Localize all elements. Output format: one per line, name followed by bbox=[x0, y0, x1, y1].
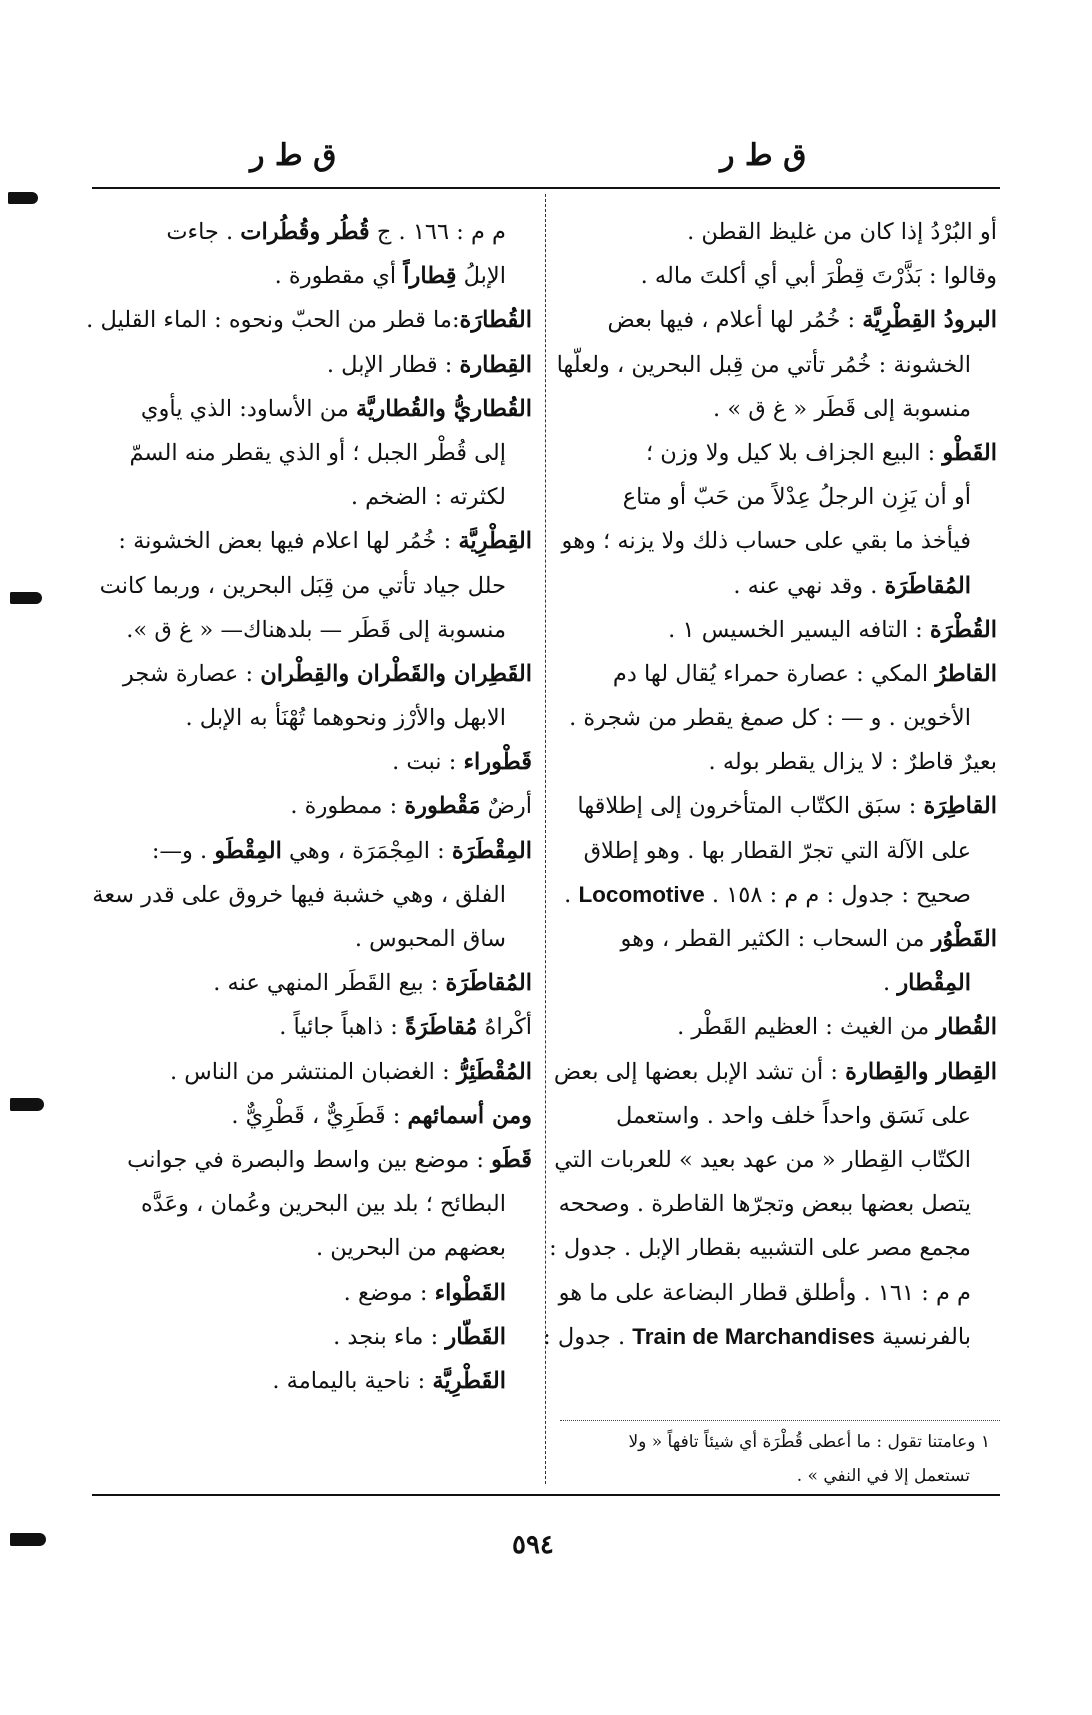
definition-text: : التافه اليسير الخسيس ١ . bbox=[668, 616, 930, 643]
headword: المُقاطَرَة bbox=[445, 970, 532, 997]
definition-text: لكثرته : الضخم . bbox=[350, 484, 506, 511]
headword: القاطِرَة bbox=[923, 793, 997, 820]
definition-text: :ما قطر من الحبّ ونحوه : الماء القليل . bbox=[86, 307, 460, 334]
definition-text: مجمع مصر على التشبيه بقطار الإبل . جدول : bbox=[549, 1235, 971, 1262]
definition-text: البطائح ؛ بلد بين البحرين وعُمان ، وعَدَّه bbox=[141, 1191, 506, 1218]
entry-line bbox=[92, 873, 532, 917]
definition-text: صحيح : جدول : م م : ١٥٨ . bbox=[704, 881, 971, 908]
running-header-right: ق ط ر bbox=[720, 138, 807, 173]
entry-line bbox=[565, 829, 997, 873]
definition-text: أو أن يَزِن الرجلُ عِدْلاً من حَبّ أو متاع bbox=[622, 484, 971, 511]
entry-line bbox=[565, 652, 997, 696]
entry-line bbox=[565, 564, 997, 608]
entry-line bbox=[92, 784, 532, 828]
definition-text: من الغيث : العظيم القَطْر . bbox=[677, 1014, 937, 1041]
entry-line bbox=[92, 210, 532, 254]
entry-line bbox=[565, 961, 997, 1005]
definition-text: الأخوين . و — : كل صمغ يقطر من شجرة . bbox=[569, 705, 971, 732]
entry-line bbox=[92, 475, 532, 519]
definition-text: على الآلة التي تجرّ القطار بها . وهو إطلاق bbox=[583, 837, 971, 864]
entry-line bbox=[549, 1226, 997, 1270]
inline-headword: مَقْطورة bbox=[404, 793, 481, 820]
inline-headword: المِقْطَو bbox=[214, 837, 282, 864]
entry-line bbox=[565, 1094, 997, 1138]
definition-text: : البيع الجزاف بلا كيل ولا وزن ؛ bbox=[646, 439, 943, 466]
entry-line bbox=[92, 1182, 532, 1226]
headword: القُطاريُّ والقُطاريَّة bbox=[356, 395, 532, 422]
entry-line bbox=[565, 254, 997, 298]
definition-text: : بيع القَطَر المنهي عنه . bbox=[213, 970, 446, 997]
definition-text: بعضهم من البحرين . bbox=[316, 1235, 506, 1262]
definition-text: الخشونة : خُمُر تأتي من قِبل البحرين ، ولعلّها bbox=[556, 351, 971, 378]
entry-line bbox=[92, 1094, 532, 1138]
definition-text: بعيرٌ قاطرٌ : لا يزال يقطر بوله . bbox=[708, 749, 997, 776]
definition-text: : ذاهباً جائياً . bbox=[279, 1014, 406, 1041]
entry-line bbox=[92, 829, 532, 873]
margin-ink-mark bbox=[10, 592, 42, 604]
definition-text: : خُمُر لها اعلام فيها بعض الخشونة : bbox=[118, 528, 459, 555]
entry-line bbox=[565, 608, 997, 652]
definition-text: أو البُرْدُ إذا كان من غليظ القطن . bbox=[687, 219, 997, 245]
entry-line bbox=[92, 1359, 532, 1403]
entry-line bbox=[565, 298, 997, 342]
definition-text: . جدول : bbox=[543, 1323, 633, 1350]
definition-text: : عصارة شجر bbox=[122, 660, 261, 687]
definition-text: : أن تشد الإبل بعضها إلى بعض bbox=[553, 1058, 846, 1085]
definition-text: أكْراهُ bbox=[477, 1014, 532, 1041]
entry-line bbox=[565, 740, 997, 784]
headword: قَطْوراء bbox=[463, 749, 532, 776]
entry-line bbox=[92, 431, 532, 475]
entry-line bbox=[565, 210, 997, 254]
definition-text: : ناحية باليمامة . bbox=[272, 1367, 433, 1394]
definition-text: : قَطَرِيٌّ ، قَطْرِيٌّ . bbox=[231, 1102, 408, 1129]
left-column bbox=[86, 210, 532, 1403]
headword: قَطَو bbox=[491, 1146, 532, 1173]
bottom-rule bbox=[92, 1494, 1000, 1496]
entry-line bbox=[86, 298, 532, 342]
entry-line bbox=[92, 652, 532, 696]
definition-text: . bbox=[564, 881, 579, 908]
entry-line bbox=[92, 608, 532, 652]
headword: القَطْوُر bbox=[931, 926, 997, 952]
definition-text: منسوبة إلى قَطَر — بلدهناك— « غ ق ». bbox=[126, 616, 506, 643]
entry-line bbox=[92, 387, 532, 431]
entry-line bbox=[92, 1005, 532, 1049]
entry-line bbox=[92, 343, 532, 387]
page-number: ٥٩٤ bbox=[512, 1530, 554, 1560]
definition-text: من السحاب : الكثير القطر ، وهو bbox=[620, 926, 932, 952]
definition-text: م م : ١٦١ . وأطلق قطار البضاعة على ما هو bbox=[558, 1279, 971, 1306]
margin-ink-mark bbox=[10, 1533, 46, 1546]
definition-text: . و—: bbox=[151, 837, 215, 864]
entry-line bbox=[92, 917, 532, 961]
headword: المِقْطَرَة bbox=[451, 837, 532, 864]
latin-term: Train de Marchandises bbox=[632, 1323, 875, 1349]
headword: المُقاطَرَة bbox=[884, 572, 971, 599]
entry-line bbox=[561, 519, 997, 563]
headword: القُطْرَة bbox=[929, 616, 997, 643]
entry-line bbox=[92, 254, 532, 298]
entry-line bbox=[558, 1182, 997, 1226]
definition-text: : سبَق الكتّاب المتأخرون إلى إطلاقها bbox=[577, 793, 924, 820]
entry-line bbox=[565, 917, 997, 961]
definition-text: حلل جياد تأتي من قِبَل البحرين ، وربما كانت bbox=[99, 572, 506, 599]
headword: القَطِران والقَطْران والقِطْران bbox=[260, 660, 532, 687]
definition-text: على نَسَق واحداً خلف واحد . واستعمل bbox=[615, 1102, 971, 1129]
entry-line bbox=[565, 1005, 997, 1049]
entry-line bbox=[556, 343, 997, 387]
headword: القَطّار bbox=[445, 1323, 506, 1350]
definition-text: : المِجْمَرَة ، وهي bbox=[281, 837, 452, 864]
definition-text: م م : ١٦٦ . ج bbox=[369, 219, 506, 245]
headword: القِطارة bbox=[459, 351, 532, 378]
definition-text: يتصل بعضها ببعض وتجرّها القاطرة . وصححه bbox=[558, 1191, 971, 1218]
inline-headword: مُقاطَرَةً bbox=[405, 1014, 478, 1041]
entry-line bbox=[565, 873, 997, 917]
running-header-left: ق ط ر bbox=[250, 138, 337, 173]
footnote-separator bbox=[560, 1420, 1000, 1421]
definition-text: : ماء بنجد . bbox=[333, 1323, 446, 1350]
headword: البرودُ القِطْرِيَّة bbox=[862, 307, 997, 334]
column-divider bbox=[545, 194, 547, 1484]
entry-line bbox=[92, 1138, 532, 1182]
entry-line bbox=[92, 696, 532, 740]
entry-line bbox=[543, 1315, 997, 1359]
entry-line bbox=[554, 1138, 997, 1182]
definition-text: فيأخذ ما بقي على حساب ذلك ولا يزنه ؛ وهو bbox=[561, 528, 971, 555]
definition-text: : نبت . bbox=[392, 749, 464, 776]
entry-line bbox=[92, 961, 532, 1005]
headword: القَطْواء bbox=[434, 1279, 506, 1306]
right-column bbox=[543, 210, 997, 1359]
entry-line bbox=[92, 1050, 532, 1094]
definition-text: منسوبة إلى قَطَر « غ ق » . bbox=[713, 395, 971, 422]
headword: المُقْطَئِرُّ bbox=[456, 1058, 532, 1085]
headword: القَطْو bbox=[942, 439, 997, 466]
headword: القُطارَة bbox=[459, 307, 532, 334]
footnote-line: تستعمل إلا في النفي » . bbox=[796, 1466, 970, 1486]
headword: القِطْرِيَّة bbox=[458, 528, 532, 555]
headword: القاطرُ bbox=[935, 660, 997, 687]
definition-text: . جاءت bbox=[166, 219, 241, 245]
entry-line bbox=[565, 784, 997, 828]
definition-text: : موضع بين واسط والبصرة في جوانب bbox=[127, 1146, 492, 1173]
margin-ink-mark bbox=[8, 192, 38, 204]
definition-text: : موضع . bbox=[343, 1279, 435, 1306]
definition-text: أرضٌ bbox=[480, 793, 532, 820]
definition-text: وقالوا : بَذَّرْتَ قِطْرَ أبي أي أكلتَ ماله . bbox=[640, 263, 997, 290]
definition-text: : قطار الإبل . bbox=[326, 351, 460, 378]
headword: القِطار والقِطارة bbox=[845, 1058, 997, 1085]
inline-headword: قُطُر وقُطُرات bbox=[240, 219, 370, 245]
definition-text: من الأساود: الذي يأوي bbox=[140, 395, 357, 422]
definition-text: : الغضبان المنتشر من الناس . bbox=[169, 1058, 457, 1085]
definition-text: . bbox=[883, 970, 898, 997]
entry-line bbox=[565, 696, 997, 740]
definition-text: الإبلُ bbox=[456, 263, 506, 290]
entry-line bbox=[565, 431, 997, 475]
definition-text: . وقد نهي عنه . bbox=[733, 572, 885, 599]
definition-text: أي مقطورة . bbox=[274, 263, 404, 290]
entry-line bbox=[553, 1050, 997, 1094]
definition-text: ساق المحبوس . bbox=[354, 926, 506, 952]
top-rule bbox=[92, 187, 1000, 189]
headword: ومن أسمائهم bbox=[407, 1102, 532, 1129]
headword: القَطْرِيَّة bbox=[432, 1367, 506, 1394]
definition-text: إلى قُطْر الجبل ؛ أو الذي يقطر منه السمّ bbox=[129, 439, 506, 466]
definition-text: بالفرنسية bbox=[874, 1323, 971, 1350]
entry-line bbox=[565, 387, 997, 431]
entry-line bbox=[92, 564, 532, 608]
entry-line bbox=[92, 1271, 532, 1315]
entry-line bbox=[92, 1226, 532, 1270]
entry-line bbox=[92, 519, 532, 563]
definition-text: : ممطورة . bbox=[290, 793, 405, 820]
entry-line bbox=[565, 475, 997, 519]
footnote bbox=[560, 1425, 990, 1493]
entry-line bbox=[558, 1271, 997, 1315]
definition-text: المكي : عصارة حمراء يُقال لها دم bbox=[612, 660, 936, 687]
margin-ink-mark bbox=[10, 1098, 44, 1111]
definition-text: : خُمُر لها أعلام ، فيها بعض bbox=[607, 307, 863, 334]
footnote-line: ١ وعامتنا تقول : ما أعطى قُطْرَة أي شيئاً تافهاً « ولا bbox=[628, 1432, 990, 1452]
definition-text: الفلق ، وهي خشبة فيها خروق على قدر سعة bbox=[92, 881, 506, 908]
entry-line bbox=[92, 1315, 532, 1359]
inline-headword: قِطاراً bbox=[403, 263, 457, 290]
headword: القُطار bbox=[936, 1014, 997, 1041]
latin-term: Locomotive bbox=[578, 881, 705, 907]
definition-text: الابهل والأرْز ونحوهما تُهْنَأ به الإبل . bbox=[185, 705, 506, 732]
headword: المِقْطار bbox=[897, 970, 971, 997]
entry-line bbox=[92, 740, 532, 784]
definition-text: الكتّاب القِطار « من عهد بعيد » للعربات التي bbox=[554, 1146, 971, 1173]
